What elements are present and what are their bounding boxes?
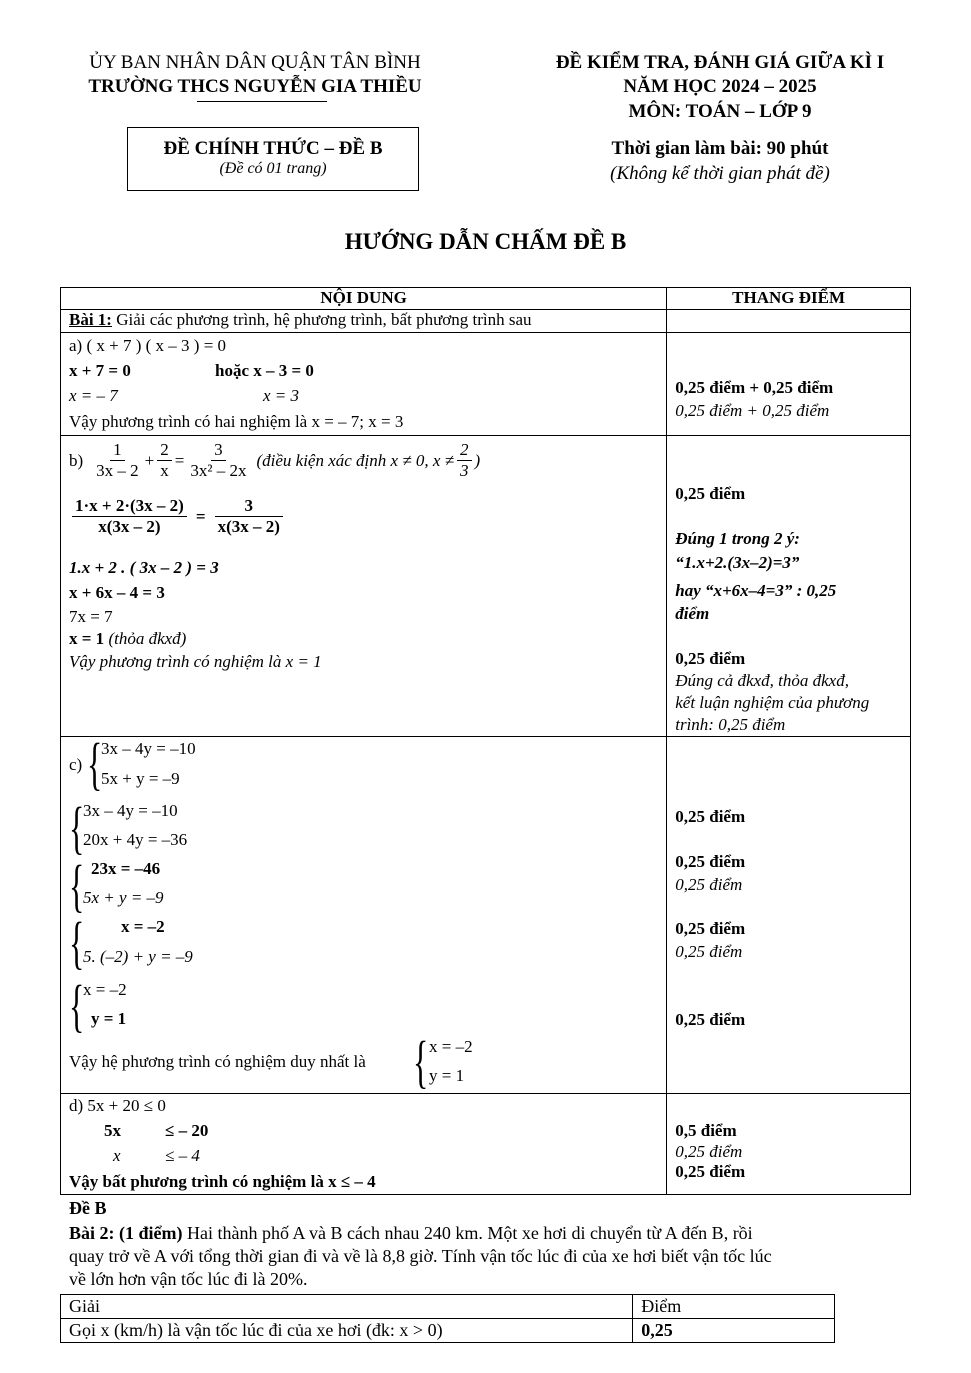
bai2-table <box>60 1294 835 1343</box>
label-c: c) <box>69 755 83 774</box>
score-b-3: “1.x+2.(3x–2)=3” <box>675 553 800 572</box>
score-a-1: 0,25 điểm + 0,25 điểm <box>675 378 834 397</box>
page-title: HƯỚNG DẪN CHẤM ĐỀ B <box>344 229 627 254</box>
col-points-header: Điểm <box>633 1295 835 1319</box>
grading-table <box>60 287 911 1195</box>
conclusion-d: Vậy bất phương trình có nghiệm là x ≤ – 4 <box>69 1172 376 1191</box>
divider <box>197 101 327 102</box>
score-c-4: 0,25 điểm <box>675 919 746 938</box>
table-header-row <box>61 288 911 310</box>
sys-c-2b: 20x + 4y = –36 <box>83 830 188 849</box>
sys-c-1a: 3x – 4y = –10 <box>101 739 196 758</box>
sys-c-4b: 5. (–2) + y = –9 <box>83 947 193 966</box>
section-label: Đề B <box>69 1198 107 1218</box>
score-b-1: 0,25 điểm <box>675 484 746 503</box>
authority-name: ỦY BAN NHÂN DÂN QUẬN TÂN BÌNH <box>89 52 421 73</box>
sys-c-3a: 23x = –46 <box>91 859 161 878</box>
col-content-header: NỘI DUNG <box>61 288 667 310</box>
eq-a-2: x + 7 = 0 <box>69 361 131 380</box>
score-d-3: 0,25 điểm <box>675 1162 746 1181</box>
conclusion-b: Vậy phương trình có nghiệm là x = 1 <box>69 652 322 671</box>
eq-b-1: b) $\frac{1}{3x - 2}$ + $\frac{2}{x}$ = $\frac{3}{\text{3x² – 2x}}$ (điều kiện xác định x ≠ 0, x ≠ $\frac{2}{3}$ ) <box>69 440 481 480</box>
score-b-5: điểm <box>675 604 710 623</box>
eq-b-4: x + 6x – 4 = 3 <box>69 583 165 602</box>
conclusion-a: Vậy phương trình có hai nghiệm là x = – 7; x = 3 <box>69 412 404 431</box>
exam-time: Thời gian làm bài: 90 phút <box>611 138 829 159</box>
brace: { <box>69 973 85 1038</box>
table-row <box>61 1319 835 1343</box>
page-count: (Đề có 01 trang) <box>219 160 327 177</box>
brace: { <box>87 731 103 796</box>
score-c-3: 0,25 điểm <box>675 875 743 894</box>
score-d-2: 0,25 điểm <box>675 1142 743 1161</box>
eq-b-2: $\frac{1\cdot x + 2\cdot(3x - 2)}{x(3x - 2)}$ = $\frac{3}{x(3x - 2)}$ <box>69 496 286 537</box>
score-c-2: 0,25 điểm <box>675 852 746 871</box>
eq-d-1: d) 5x + 20 ≤ 0 <box>69 1096 166 1115</box>
sys-c-6a: x = –2 <box>429 1037 473 1056</box>
eq-b-5: 7x = 7 <box>69 607 113 626</box>
eq-a-3b: x = 3 <box>263 386 300 405</box>
brace: { <box>69 910 85 975</box>
subject: MÔN: TOÁN – LỚP 9 <box>628 101 812 122</box>
score-c-6: 0,25 điểm <box>675 1010 746 1029</box>
sys-c-2a: 3x – 4y = –10 <box>83 801 178 820</box>
eq-d-3b: ≤ – 4 <box>165 1146 200 1165</box>
score-d-1: 0,5 điểm <box>675 1121 737 1140</box>
official-title: ĐỀ CHÍNH THỨC – ĐỀ B <box>163 138 383 159</box>
solution-cell: Gọi x (km/h) là vận tốc lúc đi của xe hơi (đk: x > 0) <box>61 1319 633 1343</box>
brace: { <box>413 1029 429 1094</box>
eq-d-2a: 5x <box>104 1121 121 1140</box>
eq-a-1: a) ( x + 7 ) ( x – 3 ) = 0 <box>69 336 227 355</box>
sys-c-3b: 5x + y = –9 <box>83 888 164 907</box>
exam-title: ĐỀ KIỂM TRA, ĐÁNH GIÁ GIỮA KÌ I <box>555 52 885 73</box>
sys-c-6b: y = 1 <box>429 1066 465 1085</box>
table-row <box>61 310 911 333</box>
bai1-title: Bài 1: Giải các phương trình, hệ phương trình, bất phương trình sau <box>61 310 667 333</box>
eq-a-3: x = – 7 <box>69 386 118 405</box>
exam-time-note: (Không kể thời gian phát đề) <box>610 163 830 184</box>
table-row-b <box>61 436 911 737</box>
score-b-4: hay “x+6x–4=3” : 0,25 <box>675 581 837 600</box>
score-b-8: kết luận nghiệm của phương <box>675 693 870 712</box>
sys-c-1b: 5x + y = –9 <box>101 769 180 788</box>
sys-c-4a: x = –2 <box>121 917 165 936</box>
score-c-5: 0,25 điểm <box>675 942 743 961</box>
conclusion-c: Vậy hệ phương trình có nghiệm duy nhất là <box>69 1052 366 1071</box>
score-b-6: 0,25 điểm <box>675 649 746 668</box>
sys-c-5b: y = 1 <box>91 1009 127 1028</box>
score-b-7: Đúng cả đkxđ, thỏa đkxđ, <box>675 671 849 690</box>
score-c-1: 0,25 điểm <box>675 807 746 826</box>
score-a-2: 0,25 điểm + 0,25 điểm <box>675 401 830 420</box>
eq-a-2b: hoặc x – 3 = 0 <box>215 361 314 380</box>
school-name: TRƯỜNG THCS NGUYỄN GIA THIỀU <box>88 76 422 97</box>
col-score-header: THANG ĐIỂM <box>667 288 911 310</box>
table-row-d <box>61 1094 911 1195</box>
bai2-problem: Bài 2: (1 điểm) Hai thành phố A và B cách nhau 240 km. Một xe hơi di chuyển từ A đến B, rồi quay trở về A với tổng thời gian đi và về là 8,8 giờ. Tính vận tốc lúc đi của xe hơi biết vận tốc lúc về lớn hơn vận tốc lúc đi là 20%. <box>69 1223 772 1289</box>
official-box <box>127 127 419 191</box>
eq-b-3: 1.x + 2 . ( 3x – 2 ) = 3 <box>69 558 219 577</box>
score-b-2: Đúng 1 trong 2 ý: <box>675 529 800 548</box>
col-solution-header: Giải <box>61 1295 633 1319</box>
sys-c-5a: x = –2 <box>83 980 127 999</box>
brace: { <box>69 853 85 918</box>
table-header-row <box>61 1295 835 1319</box>
table-row-a <box>61 333 911 436</box>
table-row-c <box>61 737 911 1094</box>
eq-d-2b: ≤ – 20 <box>165 1121 209 1140</box>
eq-d-3a: x <box>113 1146 121 1165</box>
eq-b-6: x = 1 (thỏa đkxđ) <box>69 629 187 648</box>
brace: { <box>69 795 85 860</box>
score-b-9: trình: 0,25 điểm <box>675 715 786 734</box>
points-cell: 0,25 <box>633 1319 835 1343</box>
school-year: NĂM HỌC 2024 – 2025 <box>623 76 817 97</box>
